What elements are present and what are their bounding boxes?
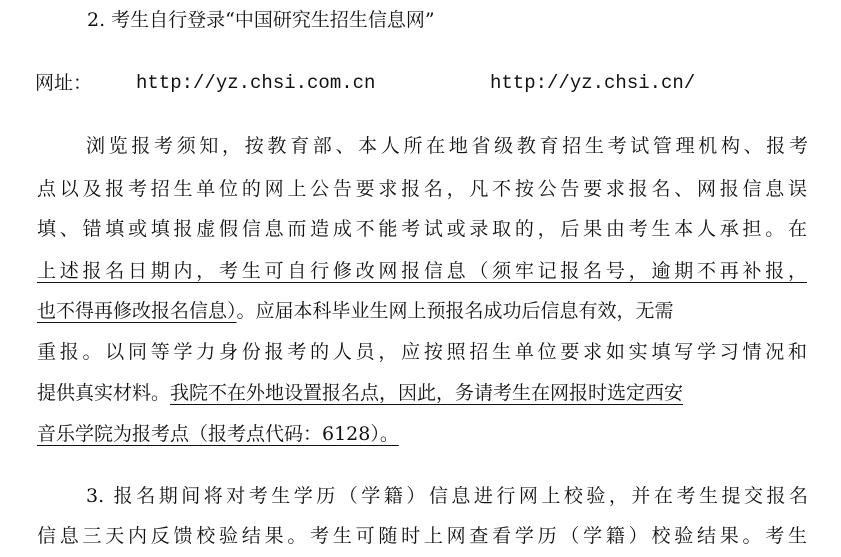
- underlined-text: 我院不在外地设置报名点，因此，务请考生在网报时选定西安: [170, 382, 684, 404]
- plain-text: 提供真实材料。: [37, 382, 171, 404]
- paragraph-line-1: 浏览报考须知，按教育部、本人所在地省级教育招生考试管理机构、报考: [86, 135, 808, 157]
- plain-text: 。应届本科毕业生网上预报名成功后信息有效，无需: [236, 300, 674, 322]
- paragraph-line-2: 点以及报考招生单位的网上公告要求报名，凡不按公告要求报名、网报信息误: [37, 178, 807, 200]
- section-2-title: 2. 考生自行登录“中国研究生招生信息网”: [87, 9, 435, 31]
- paragraph-line-4-underlined: 上述报名日期内，考生可自行修改网报信息（须牢记报名号，逾期不再补报，: [37, 260, 807, 282]
- section-3-line-2: 信息三天内反馈校验结果。考生可随时上网查看学历（学籍）校验结果。考生: [37, 525, 807, 547]
- url-label: 网址：: [35, 72, 93, 94]
- section-3-line-1: 3. 报名期间将对考生学历（学籍）信息进行网上校验，并在考生提交报名: [86, 485, 808, 507]
- underlined-text: 也不得再修改报名信息）: [37, 300, 237, 322]
- url-link-1[interactable]: http://yz.chsi.com.cn: [136, 72, 376, 94]
- paragraph-line-3: 填、错填或填报虚假信息而造成不能考试或录取的，后果由考生本人承担。在: [37, 218, 807, 240]
- url-link-2[interactable]: http://yz.chsi.cn/: [490, 72, 696, 94]
- paragraph-line-6: 重报。以同等学力身份报考的人员，应按照招生单位要求如实填写学习情况和: [37, 341, 807, 363]
- paragraph-line-8-underlined: 音乐学院为报考点（报考点代码：6128）。: [37, 423, 399, 445]
- paragraph-line-5: [37, 299, 674, 323]
- paragraph-line-7: [37, 381, 683, 405]
